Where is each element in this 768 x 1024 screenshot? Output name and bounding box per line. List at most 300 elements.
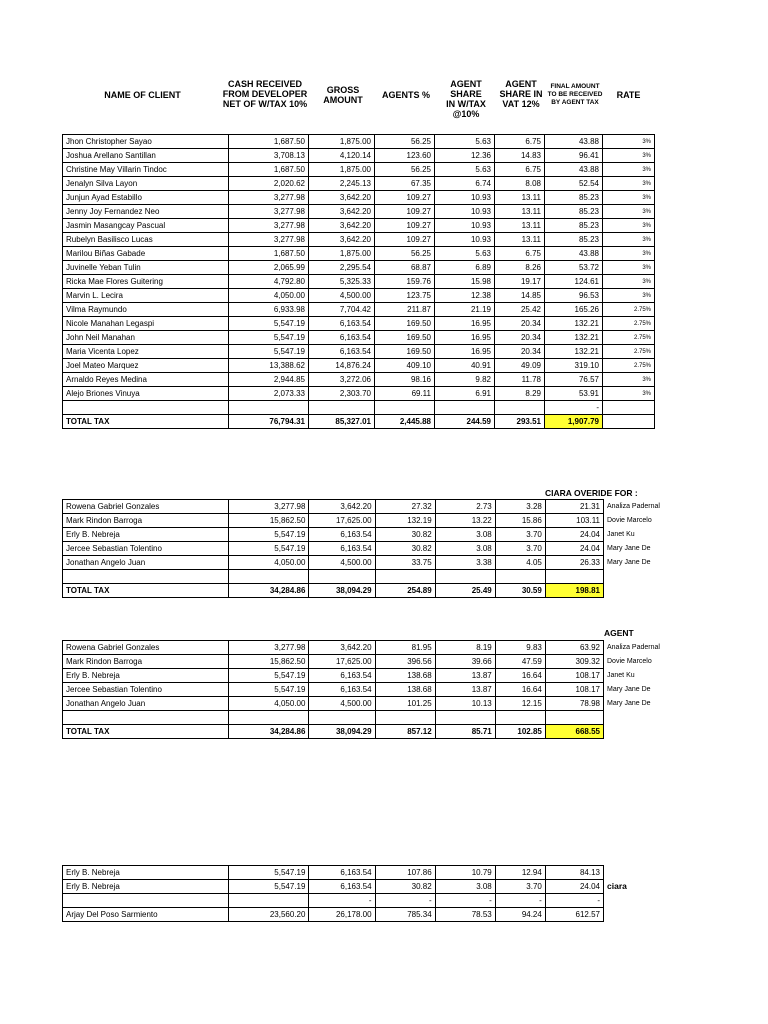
final-amount-cell: 24.04 Janet Ku [545,528,603,542]
table-row [63,317,655,331]
client-name-cell: Jenalyn Silva Layon [63,177,229,191]
agent-share-vat-cell: 6.75 [495,163,545,177]
final-amount-cell: 132.21 [545,345,603,359]
client-name-cell [63,401,229,415]
agent-caption: AGENT [604,628,634,638]
cash-received-cell: 2,065.99 [229,261,309,275]
agent-name-side-label: Dovie Marcelo [607,517,652,524]
agents-percent-total-cell: 254.89 [375,584,435,598]
agent-share-vat-cell: 13.11 [495,219,545,233]
header-name-of-client: NAME OF CLIENT [104,90,181,100]
agents-percent-cell: 211.87 [375,303,435,317]
cash-received-cell: 23,560.20 [229,908,309,922]
agent-share-wtax-cell: 16.95 [435,331,495,345]
final-amount-cell: 108.17 Mary Jane De [545,683,603,697]
cash-received-cell: 1,687.50 [229,163,309,177]
table-row [63,655,604,669]
table-row [63,570,604,584]
client-name-cell [63,570,229,584]
table-row [63,528,604,542]
agent-share-wtax-cell: - [435,894,495,908]
agent-share-vat-cell: 13.11 [495,191,545,205]
agent-share-wtax-cell [435,570,495,584]
agent-share-vat-cell: 47.59 [495,655,545,669]
agents-percent-cell: 33.75 [375,556,435,570]
rate-cell: 3% [603,233,655,247]
table-row [63,500,604,514]
client-name-cell: Erly B. Nebreja [63,880,229,894]
cash-received-cell [229,894,309,908]
rate-cell: 3% [603,163,655,177]
table-row [63,359,655,373]
cash-received-cell: 5,547.19 [229,880,309,894]
agents-percent-cell: 30.82 [375,528,435,542]
agent-share-wtax-cell: 15.98 [435,275,495,289]
final-amount-cell: 53.91 [545,387,603,401]
cash-received-cell: 4,050.00 [229,556,309,570]
rate-cell: 3% [603,177,655,191]
agent-share-wtax-total-cell: 25.49 [435,584,495,598]
client-name-cell: Rubelyn Basilisco Lucas [63,233,229,247]
agent-share-wtax-cell: 5.63 [435,163,495,177]
agents-percent-cell: 30.82 [375,880,435,894]
final-amount-cell: 85.23 [545,233,603,247]
final-amount-cell: 84.13 [545,866,603,880]
total-final-amount-highlight: 1,907.79 [545,415,603,429]
table-row [63,514,604,528]
agent-share-wtax-cell: 8.19 [435,641,495,655]
client-name-cell: Joel Mateo Marquez [63,359,229,373]
gross-amount-cell: 2,245.13 [309,177,375,191]
header-agent-share-wtax: AGENT SHARE IN W/TAX @10% [446,79,486,119]
agents-percent-cell: 68.87 [375,261,435,275]
agent-share-vat-cell: 11.78 [495,373,545,387]
rate-cell: 2.75% [603,345,655,359]
agent-share-vat-total-cell: 30.59 [495,584,545,598]
agent-share-vat-cell: 13.11 [495,233,545,247]
final-amount-cell: 78.98 Mary Jane De [545,697,603,711]
agents-percent-cell: 169.50 [375,317,435,331]
agents-percent-cell: 123.60 [375,149,435,163]
agent-name-side-label: Mary Jane De [607,700,651,707]
agent-share-vat-cell: 6.75 [495,135,545,149]
gross-amount-cell: 14,876.24 [309,359,375,373]
agent-share-wtax-cell: 6.89 [435,261,495,275]
gross-amount-cell: 2,303.70 [309,387,375,401]
rate-cell: 3% [603,387,655,401]
agents-percent-cell: 81.95 [375,641,435,655]
final-amount-cell: 103.11 Dovie Marcelo [545,514,603,528]
gross-amount-cell [309,401,375,415]
rate-cell: 3% [603,135,655,149]
gross-amount-cell [309,570,375,584]
agents-percent-cell: 138.68 [375,669,435,683]
agent-share-vat-cell: 20.34 [495,345,545,359]
agent-share-vat-cell: 15.86 [495,514,545,528]
agent-name-side-label: ciara [607,881,627,891]
extra-entries-table [62,865,627,922]
agent-share-wtax-cell: 10.79 [435,866,495,880]
cash-received-cell: 5,547.19 [229,345,309,359]
final-amount-cell: 96.53 [545,289,603,303]
agents-percent-cell: 132.19 [375,514,435,528]
cash-received-cell: 3,708.13 [229,149,309,163]
agent-name-side-label: Analiza Padernal [607,503,660,510]
agent-share-vat-cell [495,570,545,584]
agent-name-side-label: Analiza Padernal [607,644,660,651]
rate-cell: 3% [603,289,655,303]
rate-cell: 2.75% [603,303,655,317]
table-row [63,401,655,415]
gross-amount-cell: 6,163.54 [309,542,375,556]
agents-percent-cell: 107.86 [375,866,435,880]
agents-percent-cell: 109.27 [375,205,435,219]
agent-share-vat-cell: 8.26 [495,261,545,275]
table-row [63,908,604,922]
agents-percent-cell: 396.56 [375,655,435,669]
agent-share-vat-cell: 6.75 [495,247,545,261]
gross-amount-cell: 3,642.20 [309,205,375,219]
gross-amount-cell: 1,875.00 [309,163,375,177]
table-row [63,345,655,359]
final-amount-cell: 132.21 [545,331,603,345]
agent-share-wtax-cell: 10.93 [435,219,495,233]
total-tax-label: TOTAL TAX [63,725,229,739]
client-name-cell: Nicole Manahan Legaspi [63,317,229,331]
agent-share-vat-cell: - [495,894,545,908]
client-name-cell: Jenny Joy Fernandez Neo [63,205,229,219]
agent-share-wtax-cell: 12.38 [435,289,495,303]
final-amount-cell: 43.88 [545,247,603,261]
agent-share-wtax-cell: 16.95 [435,345,495,359]
agent-share-wtax-cell: 9.82 [435,373,495,387]
table-row [63,135,655,149]
final-amount-cell: 76.57 [545,373,603,387]
agent-table [62,640,660,739]
gross-amount-cell: 4,500.00 [309,556,375,570]
agents-percent-cell [375,570,435,584]
cash-received-cell [229,711,309,725]
agent-share-vat-total-cell: 293.51 [495,415,545,429]
agent-share-vat-cell: 94.24 [495,908,545,922]
agents-percent-cell: 123.75 [375,289,435,303]
client-name-cell: Arnaldo Reyes Medina [63,373,229,387]
agent-share-wtax-cell: 3.08 [435,542,495,556]
final-amount-cell: 124.61 [545,275,603,289]
final-amount-cell: 26.33 Mary Jane De [545,556,603,570]
agent-name-side-label: Mary Jane De [607,545,651,552]
client-name-cell: Mark Rindon Barroga [63,655,229,669]
gross-amount-cell: 17,625.00 [309,655,375,669]
agents-percent-cell [375,711,435,725]
agents-percent-cell: 69.11 [375,387,435,401]
agent-share-vat-cell: 12.15 [495,697,545,711]
agent-share-vat-cell: 14.85 [495,289,545,303]
table-row [63,387,655,401]
rate-cell: 2.75% [603,359,655,373]
final-amount-cell: - [545,401,603,415]
final-amount-cell: 319.10 [545,359,603,373]
cash-received-total-cell: 34,284.86 [229,584,309,598]
agent-share-wtax-cell: 2.73 [435,500,495,514]
gross-amount-cell: 1,875.00 [309,247,375,261]
client-name-cell: Jercee Sebastian Tolentino [63,542,229,556]
agent-share-wtax-cell: 10.13 [435,697,495,711]
agent-share-vat-cell: 13.11 [495,205,545,219]
client-name-cell: Junjun Ayad Estabillo [63,191,229,205]
agent-share-wtax-cell: 3.08 [435,880,495,894]
agent-share-vat-cell: 49.09 [495,359,545,373]
cash-received-cell: 2,073.33 [229,387,309,401]
table-row [63,163,655,177]
total-final-amount-highlight: 668.55 [545,725,603,739]
total-tax-row [63,725,604,739]
gross-amount-cell: 6,163.54 [309,317,375,331]
client-name-cell: Mark Rindon Barroga [63,514,229,528]
header-agent-share-vat: AGENT SHARE IN VAT 12% [499,79,543,109]
cash-received-cell: 5,547.19 [229,317,309,331]
cash-received-cell: 5,547.19 [229,528,309,542]
agent-share-vat-cell: 20.34 [495,317,545,331]
cash-received-cell: 2,944.85 [229,373,309,387]
client-name-cell: Arjay Del Poso Sarmiento [63,908,229,922]
cash-received-cell: 15,862.50 [229,514,309,528]
final-amount-cell: 132.21 [545,317,603,331]
client-name-cell: Alejo Briones Vinuya [63,387,229,401]
cash-received-cell: 3,277.98 [229,641,309,655]
agent-share-vat-cell [495,401,545,415]
header-rate: RATE [616,90,641,100]
agent-share-vat-cell: 3.28 [495,500,545,514]
agent-name-side-label: Janet Ku [607,672,635,679]
header-final-amount: FINAL AMOUNT TO BE RECEIVED BY AGENT TAX [547,83,603,106]
agent-share-wtax-cell: 10.93 [435,233,495,247]
gross-amount-cell: 1,875.00 [309,135,375,149]
agents-percent-cell: 109.27 [375,233,435,247]
agent-share-wtax-cell: 13.87 [435,669,495,683]
final-amount-cell: 85.23 [545,219,603,233]
cash-received-cell: 5,547.19 [229,542,309,556]
agent-share-vat-cell [495,711,545,725]
cash-received-cell: 5,547.19 [229,669,309,683]
rate-cell: 3% [603,205,655,219]
agent-share-wtax-cell: 12.36 [435,149,495,163]
client-name-cell: Rowena Gabriel Gonzales [63,500,229,514]
rate-cell: 3% [603,373,655,387]
table-row [63,261,655,275]
agents-percent-cell: 30.82 [375,542,435,556]
rate-cell: 3% [603,219,655,233]
table-row [63,866,604,880]
final-amount-cell: 612.57 [545,908,603,922]
table-row [63,894,604,908]
gross-amount-cell: 6,163.54 [309,528,375,542]
agents-percent-cell: - [375,894,435,908]
agents-percent-cell: 27.32 [375,500,435,514]
gross-amount-cell: 6,163.54 [309,669,375,683]
header-agents-percent: AGENTS % [381,90,430,100]
client-name-cell: Maria Vicenta Lopez [63,345,229,359]
final-amount-cell: 43.88 [545,135,603,149]
table-row [63,247,655,261]
ciara-override-table [62,499,660,598]
agents-percent-cell: 138.68 [375,683,435,697]
table-row [63,233,655,247]
gross-amount-cell: 6,163.54 [309,683,375,697]
agent-name-side-label: Mary Jane De [607,686,651,693]
table-row [63,205,655,219]
cash-received-cell: 3,277.98 [229,205,309,219]
table-row [63,641,604,655]
header-gross-amount: GROSS AMOUNT [323,85,363,105]
client-name-cell: Jonathan Angelo Juan [63,697,229,711]
final-amount-total-cell [603,415,655,429]
total-tax-row [63,415,655,429]
table-row [63,697,604,711]
cash-received-cell: 3,277.98 [229,191,309,205]
agent-share-wtax-cell [435,401,495,415]
agents-percent-total-cell: 2,445.88 [375,415,435,429]
cash-received-cell: 4,792.80 [229,275,309,289]
gross-amount-cell: 2,295.54 [309,261,375,275]
agents-percent-cell [375,401,435,415]
final-amount-cell: 108.17 Janet Ku [545,669,603,683]
table-row [63,191,655,205]
rate-cell: 3% [603,149,655,163]
client-name-cell: Ricka Mae Flores Guitering [63,275,229,289]
gross-amount-cell: 17,625.00 [309,514,375,528]
gross-amount-cell: 6,163.54 [309,866,375,880]
client-name-cell: Joshua Arellano Santillan [63,149,229,163]
agent-share-wtax-cell: 10.93 [435,205,495,219]
cash-received-cell: 13,388.62 [229,359,309,373]
table-row [63,373,655,387]
agents-percent-cell: 169.50 [375,345,435,359]
ciara-override-caption: CIARA OVERIDE FOR : [545,488,638,498]
cash-received-cell: 3,277.98 [229,219,309,233]
agent-share-wtax-cell: 13.22 [435,514,495,528]
cash-received-cell: 6,933.98 [229,303,309,317]
table-row [63,303,655,317]
final-amount-cell: 24.04 Mary Jane De [545,542,603,556]
rate-cell: 2.75% [603,331,655,345]
agent-share-vat-cell: 3.70 [495,880,545,894]
agents-percent-cell: 109.27 [375,219,435,233]
agent-share-wtax-total-cell: 244.59 [435,415,495,429]
table-row [63,683,604,697]
final-amount-cell: 96.41 [545,149,603,163]
cash-received-cell: 4,050.00 [229,697,309,711]
total-tax-row [63,584,604,598]
cash-received-cell [229,401,309,415]
agent-share-vat-cell: 16.64 [495,669,545,683]
agent-name-side-label: Mary Jane De [607,559,651,566]
gross-amount-cell: 6,163.54 [309,880,375,894]
final-amount-cell: 85.23 [545,191,603,205]
client-name-cell: Jasmin Masangcay Pascual [63,219,229,233]
rate-cell: 3% [603,261,655,275]
cash-received-cell: 5,547.19 [229,866,309,880]
cash-received-cell: 3,277.98 [229,233,309,247]
client-name-cell: Vilma Raymundo [63,303,229,317]
table-row [63,289,655,303]
gross-amount-cell: 3,642.20 [309,641,375,655]
gross-amount-total-cell: 38,094.29 [309,725,375,739]
gross-amount-cell: 6,163.54 [309,345,375,359]
agent-share-vat-cell: 12.94 [495,866,545,880]
gross-amount-cell: 3,642.20 [309,191,375,205]
final-amount-cell: - [545,894,603,908]
gross-amount-cell: 3,642.20 [309,219,375,233]
table-row [63,542,604,556]
agents-percent-cell: 67.35 [375,177,435,191]
cash-received-cell: 15,862.50 [229,655,309,669]
agent-share-wtax-cell: 10.93 [435,191,495,205]
client-name-cell: Erly B. Nebreja [63,669,229,683]
client-name-cell [63,894,229,908]
table-row [63,219,655,233]
cash-received-cell: 1,687.50 [229,135,309,149]
agent-share-wtax-cell: 21.19 [435,303,495,317]
cash-received-cell: 5,547.19 [229,331,309,345]
client-name-cell: Erly B. Nebreja [63,866,229,880]
rate-cell: 3% [603,191,655,205]
total-final-amount-highlight: 198.81 [545,584,603,598]
table-row [63,275,655,289]
agents-percent-cell: 409.10 [375,359,435,373]
gross-amount-cell: 3,642.20 [309,233,375,247]
cash-received-cell: 5,547.19 [229,683,309,697]
table-row [63,669,604,683]
gross-amount-cell: - [309,894,375,908]
agents-percent-cell: 159.76 [375,275,435,289]
final-amount-cell: 21.31 Analiza Padernal [545,500,603,514]
agents-percent-cell: 109.27 [375,191,435,205]
final-amount-cell: 309.32 Dovie Marcelo [545,655,603,669]
client-name-cell: Erly B. Nebreja [63,528,229,542]
table-row [63,556,604,570]
cash-received-cell [229,570,309,584]
client-name-cell: Juvinelle Yeban Tulin [63,261,229,275]
client-name-cell [63,711,229,725]
gross-amount-cell: 7,704.42 [309,303,375,317]
final-amount-cell: 24.04 ciara [545,880,603,894]
rate-cell [603,401,655,415]
agents-percent-cell: 169.50 [375,331,435,345]
gross-amount-cell: 26,178.00 [309,908,375,922]
final-amount-cell: 63.92 Analiza Padernal [545,641,603,655]
agent-share-vat-cell: 4.05 [495,556,545,570]
rate-cell: 2.75% [603,317,655,331]
total-tax-label: TOTAL TAX [63,584,229,598]
agent-share-wtax-cell: 5.63 [435,247,495,261]
final-amount-cell [545,570,603,584]
agent-share-wtax-cell: 40.91 [435,359,495,373]
gross-amount-total-cell: 85,327.01 [309,415,375,429]
gross-amount-cell: 3,272.06 [309,373,375,387]
final-amount-cell: 43.88 [545,163,603,177]
final-amount-cell: 85.23 [545,205,603,219]
client-name-cell: Jonathan Angelo Juan [63,556,229,570]
agent-share-wtax-cell: 6.74 [435,177,495,191]
final-amount-cell: 165.26 [545,303,603,317]
agent-share-vat-total-cell: 102.85 [495,725,545,739]
agent-share-vat-cell: 14.83 [495,149,545,163]
agent-share-wtax-cell: 13.87 [435,683,495,697]
cash-received-total-cell: 34,284.86 [229,725,309,739]
cash-received-cell: 3,277.98 [229,500,309,514]
agent-share-vat-cell: 8.29 [495,387,545,401]
